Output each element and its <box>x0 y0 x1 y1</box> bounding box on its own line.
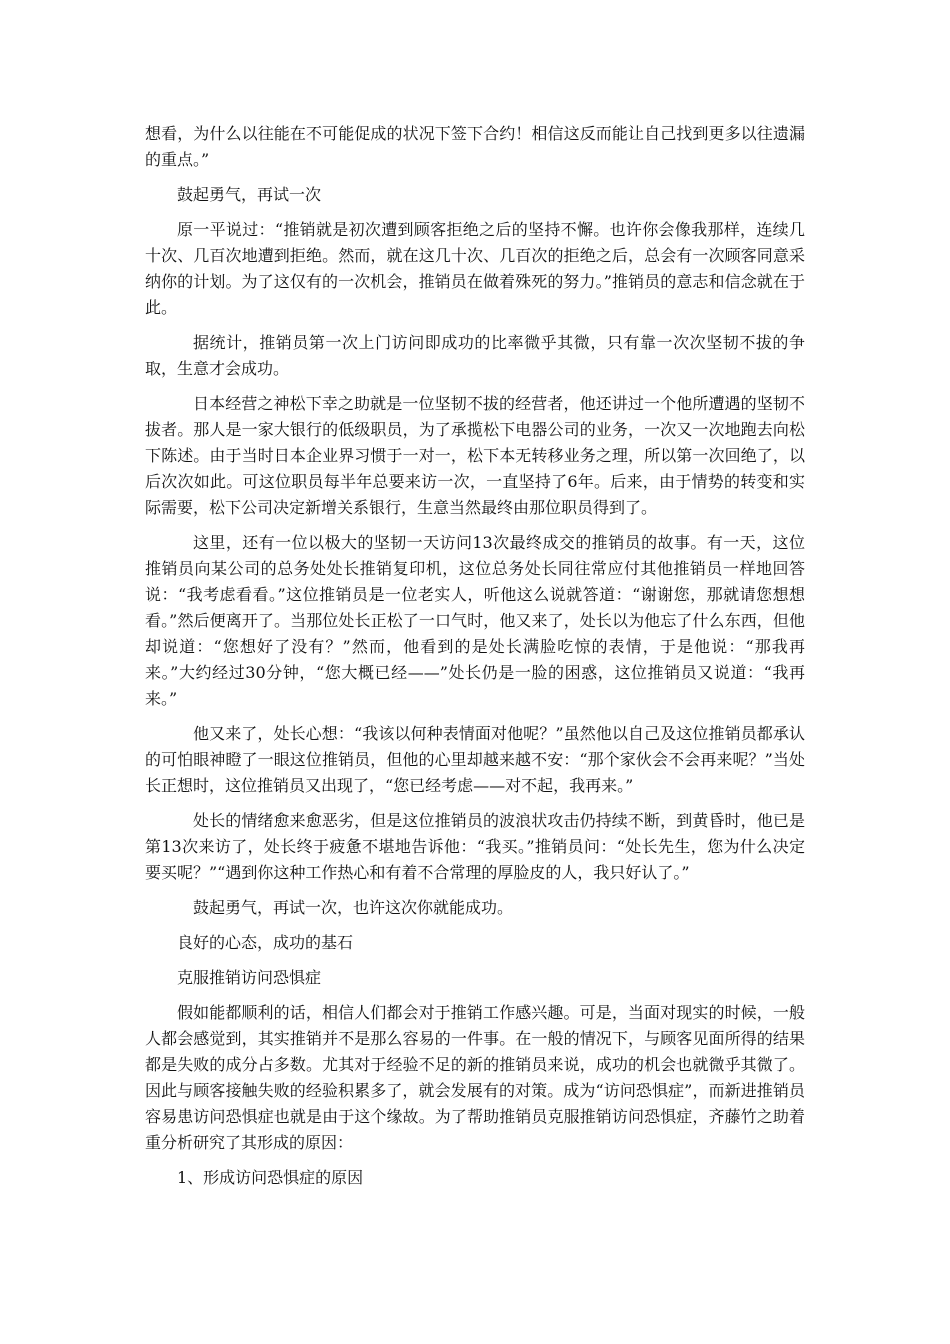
paragraph: 原一平说过：“推销就是初次遭到顾客拒绝之后的坚持不懈。也许你会像我那样，连续几十次、几百次地遭到拒绝。然而，就在这几十次、几百次的拒绝之后，总会有一次顾客同意采纳你的计划。为了这仅有的一次机会，推销员在做着殊死的努力。”推销员的意志和信念就在于此。 <box>145 220 805 317</box>
section-heading: 良好的心态，成功的基石 <box>177 933 354 952</box>
list-heading: 1、形成访问恐惧症的原因 <box>177 1168 364 1187</box>
section-heading: 鼓起勇气，再试一次 <box>177 185 322 204</box>
section-heading: 克服推销访问恐惧症 <box>177 968 322 987</box>
paragraph: 日本经营之神松下幸之助就是一位坚韧不拔的经营者，他还讲过一个他所遭遇的坚韧不拔者。那人是一家大银行的低级职员，为了承揽松下电器公司的业务，一次又一次地跑去向松下陈述。由于当时日本企业界习惯于一对一，松下本无转移业务之理，所以第一次回绝了，以后次次如此。可这位职员每半年总要来访一次，一直坚持了6年。后来，由于情势的转变和实际需要，松下公司决定新增关系银行，生意当然最终由那位职员得到了。 <box>145 394 805 517</box>
document-page <box>145 121 805 1200</box>
paragraph: 处长的情绪愈来愈恶劣，但是这位推销员的波浪状攻击仍持续不断，到黄昏时，他已是第13次来访了，处长终于疲惫不堪地告诉他：“我买。”推销员问：“处长先生，您为什么决定要买呢？”“遇到你这种工作热心和有着不合常理的厚脸皮的人，我只好认了。” <box>145 811 805 882</box>
paragraph: 想看，为什么以往能在不可能促成的状况下签下合约！相信这反而能让自己找到更多以往遗漏的重点。” <box>145 124 805 169</box>
paragraph: 这里，还有一位以极大的坚韧一天访问13次最终成交的推销员的故事。有一天，这位推销员向某公司的总务处处长推销复印机，这位总务处长同往常应付其他推销员一样地回答说：“我考虑看看。”这位推销员是一位老实人，听他这么说就答道：“谢谢您，那就请您想想看。”然后便离开了。当那位处长正松了一口气时，他又来了，处长以为他忘了什么东西，但他却说道：“您想好了没有？”然而，他看到的是处长满脸吃惊的表情，于是他说：“那我再来。”大约经过30分钟，“您大概已经——”处长仍是一脸的困惑，这位推销员又说道：“我再来。” <box>145 533 805 708</box>
paragraph: 据统计，推销员第一次上门访问即成功的比率微乎其微，只有靠一次次坚韧不拔的争取，生意才会成功。 <box>145 333 805 378</box>
paragraph: 鼓起勇气，再试一次，也许这次你就能成功。 <box>193 898 514 917</box>
paragraph: 他又来了，处长心想：“我该以何种表情面对他呢？”虽然他以自己及这位推销员都承认的可怕眼神瞪了一眼这位推销员，但他的心里却越来越不安：“那个家伙会不会再来呢？”当处长正想时，这位推销员又出现了，“您已经考虑——对不起，我再来。” <box>145 724 805 795</box>
paragraph: 假如能都顺利的话，相信人们都会对于推销工作感兴趣。可是，当面对现实的时候，一般人都会感觉到，其实推销并不是那么容易的一件事。在一般的情况下，与顾客见面所得的结果都是失败的成分占多数。尤其对于经验不足的新的推销员来说，成功的机会也就微乎其微了。因此与顾客接触失败的经验积累多了，就会发展有的对策。成为“访问恐惧症”，而新进推销员容易患访问恐惧症也就是由于这个缘故。为了帮助推销员克服推销访问恐惧症，齐藤竹之助着重分析研究了其形成的原因： <box>145 1003 805 1152</box>
